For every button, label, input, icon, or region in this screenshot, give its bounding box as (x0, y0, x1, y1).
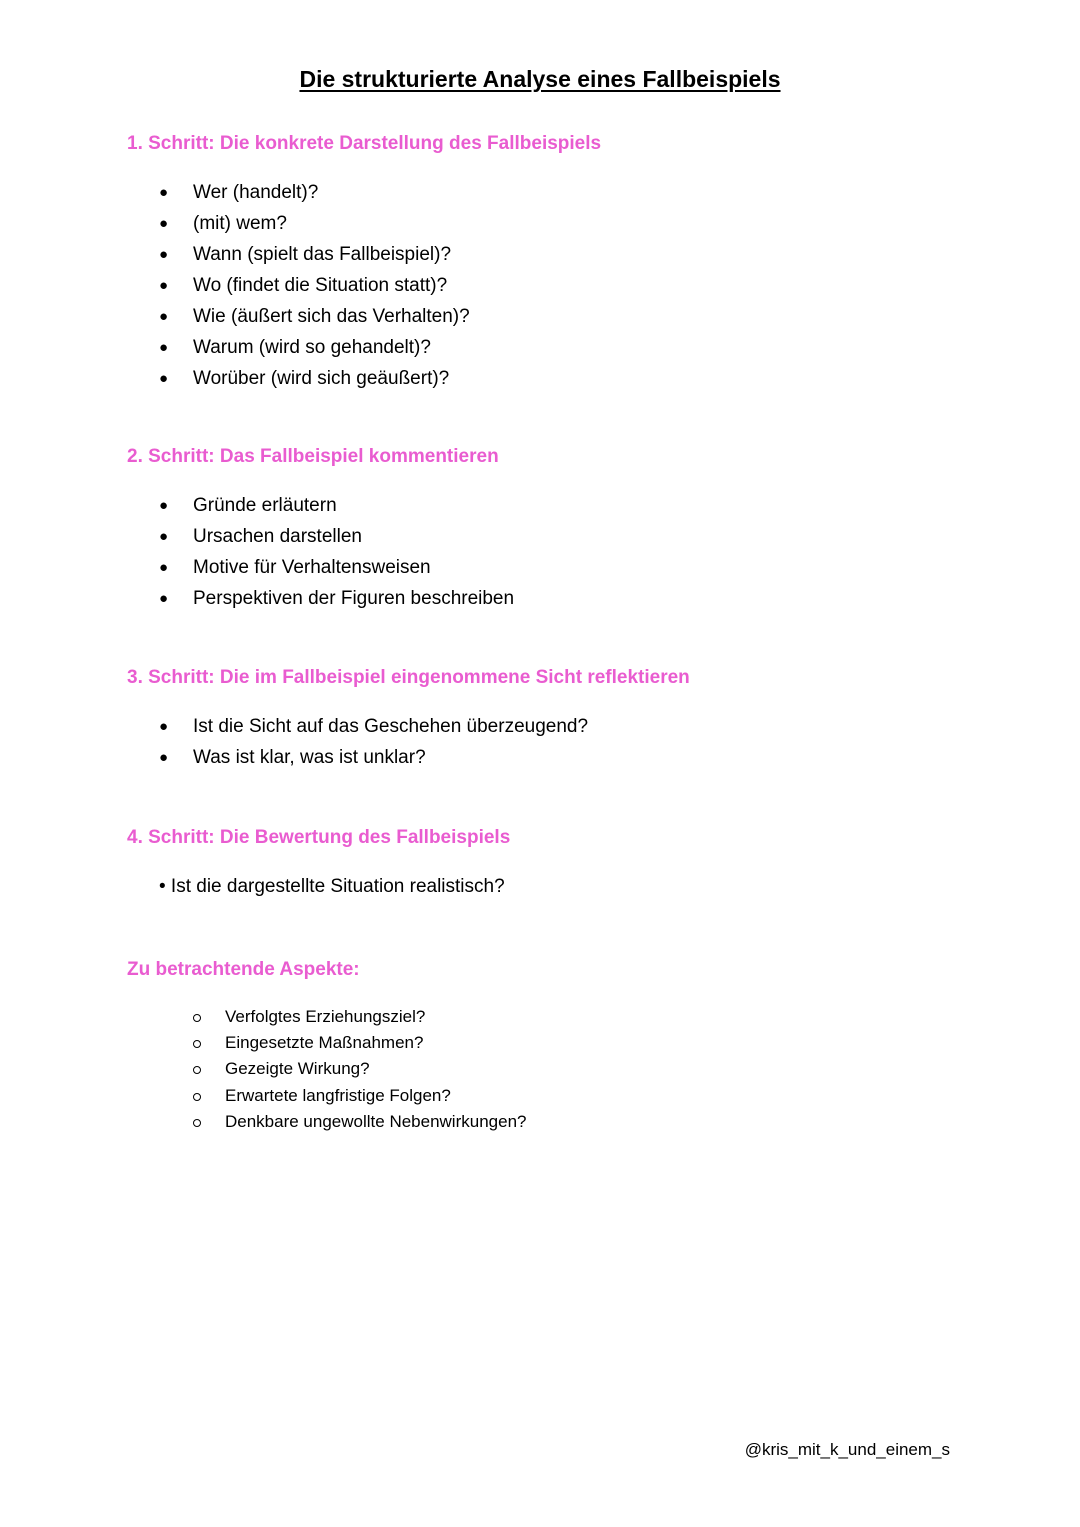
bullet-icon: ● (159, 277, 169, 294)
list-item (0, 583, 514, 614)
bullet-icon: ● (159, 246, 169, 263)
list-item-text: Warum (wird so gehandelt)? (193, 337, 431, 358)
list-item-text: Ursachen darstellen (193, 526, 362, 547)
aspects-list (0, 1004, 526, 1135)
list-item (0, 1083, 526, 1109)
section-2-heading: 2. Schritt: Das Fallbeispiel kommentieren (127, 446, 499, 467)
bullet-icon: ● (159, 590, 169, 607)
list-item-text: Wo (findet die Situation statt)? (193, 275, 448, 296)
bullet-icon: ● (159, 215, 169, 232)
list-item-text: Worüber (wird sich geäußert)? (193, 368, 450, 389)
bullet-icon: ● (159, 184, 169, 201)
section-2-list (0, 490, 514, 614)
list-item-text: Denkbare ungewollte Nebenwirkungen? (225, 1111, 527, 1131)
section-4-heading: 4. Schritt: Die Bewertung des Fallbeispiels (127, 827, 511, 848)
circle-bullet-icon (193, 1066, 201, 1074)
list-item-text: Erwartete langfristige Folgen? (225, 1085, 451, 1105)
list-item (0, 332, 470, 363)
author-handle: @kris_mit_k_und_einem_s (744, 1440, 950, 1459)
list-item (0, 552, 514, 583)
section-3-list (0, 711, 588, 773)
list-item (0, 1030, 526, 1056)
list-item-text: Ist die Sicht auf das Geschehen überzeugend? (193, 716, 589, 737)
list-item-text: (mit) wem? (193, 213, 287, 234)
page-title: Die strukturierte Analyse eines Fallbeispiels (299, 66, 781, 92)
list-item (0, 1004, 526, 1030)
list-item (0, 239, 470, 270)
list-item (0, 177, 470, 208)
bullet-icon: ● (159, 528, 169, 545)
bullet-icon: ● (159, 497, 169, 514)
list-item (0, 208, 470, 239)
list-item (0, 1109, 526, 1135)
list-item-text: Verfolgtes Erziehungsziel? (225, 1007, 426, 1026)
list-item: • Ist die dargestellte Situation realistisch? (159, 876, 505, 897)
list-item-text: Gezeigte Wirkung? (225, 1059, 370, 1079)
list-item (0, 742, 588, 773)
list-item-text: Perspektiven der Figuren beschreiben (193, 588, 515, 609)
list-item-text: Wie (äußert sich das Verhalten)? (193, 306, 470, 327)
list-item (0, 521, 514, 552)
aspects-heading: Zu betrachtende Aspekte: (127, 959, 360, 980)
list-item-text: Gründe erläutern (193, 495, 337, 516)
list-item-text: Motive für Verhaltensweisen (193, 557, 431, 578)
circle-bullet-icon (193, 1014, 201, 1022)
circle-bullet-icon (193, 1093, 201, 1101)
list-item (0, 270, 470, 301)
list-item-text: Eingesetzte Maßnahmen? (225, 1033, 424, 1053)
list-item (0, 1056, 526, 1082)
bullet-icon: ● (159, 559, 169, 576)
circle-bullet-icon (193, 1040, 201, 1048)
list-item (0, 490, 514, 521)
list-item-text: Wann (spielt das Fallbeispiel)? (193, 244, 452, 265)
bullet-icon: ● (159, 308, 169, 325)
list-item (0, 711, 588, 742)
section-1-list (0, 177, 470, 394)
bullet-icon: ● (159, 370, 169, 387)
section-1-heading: 1. Schritt: Die konkrete Darstellung des Fallbeispiels (127, 133, 602, 154)
bullet-icon: ● (159, 339, 169, 356)
list-item-text: Wer (handelt)? (193, 182, 319, 203)
bullet-icon: ● (159, 749, 169, 766)
list-item (0, 363, 470, 394)
bullet-icon: ● (159, 718, 169, 735)
circle-bullet-icon (193, 1119, 201, 1127)
list-item-text: Was ist klar, was ist unklar? (193, 747, 426, 768)
section-3-heading: 3. Schritt: Die im Fallbeispiel eingenommene Sicht reflektieren (127, 667, 690, 688)
list-item (0, 301, 470, 332)
